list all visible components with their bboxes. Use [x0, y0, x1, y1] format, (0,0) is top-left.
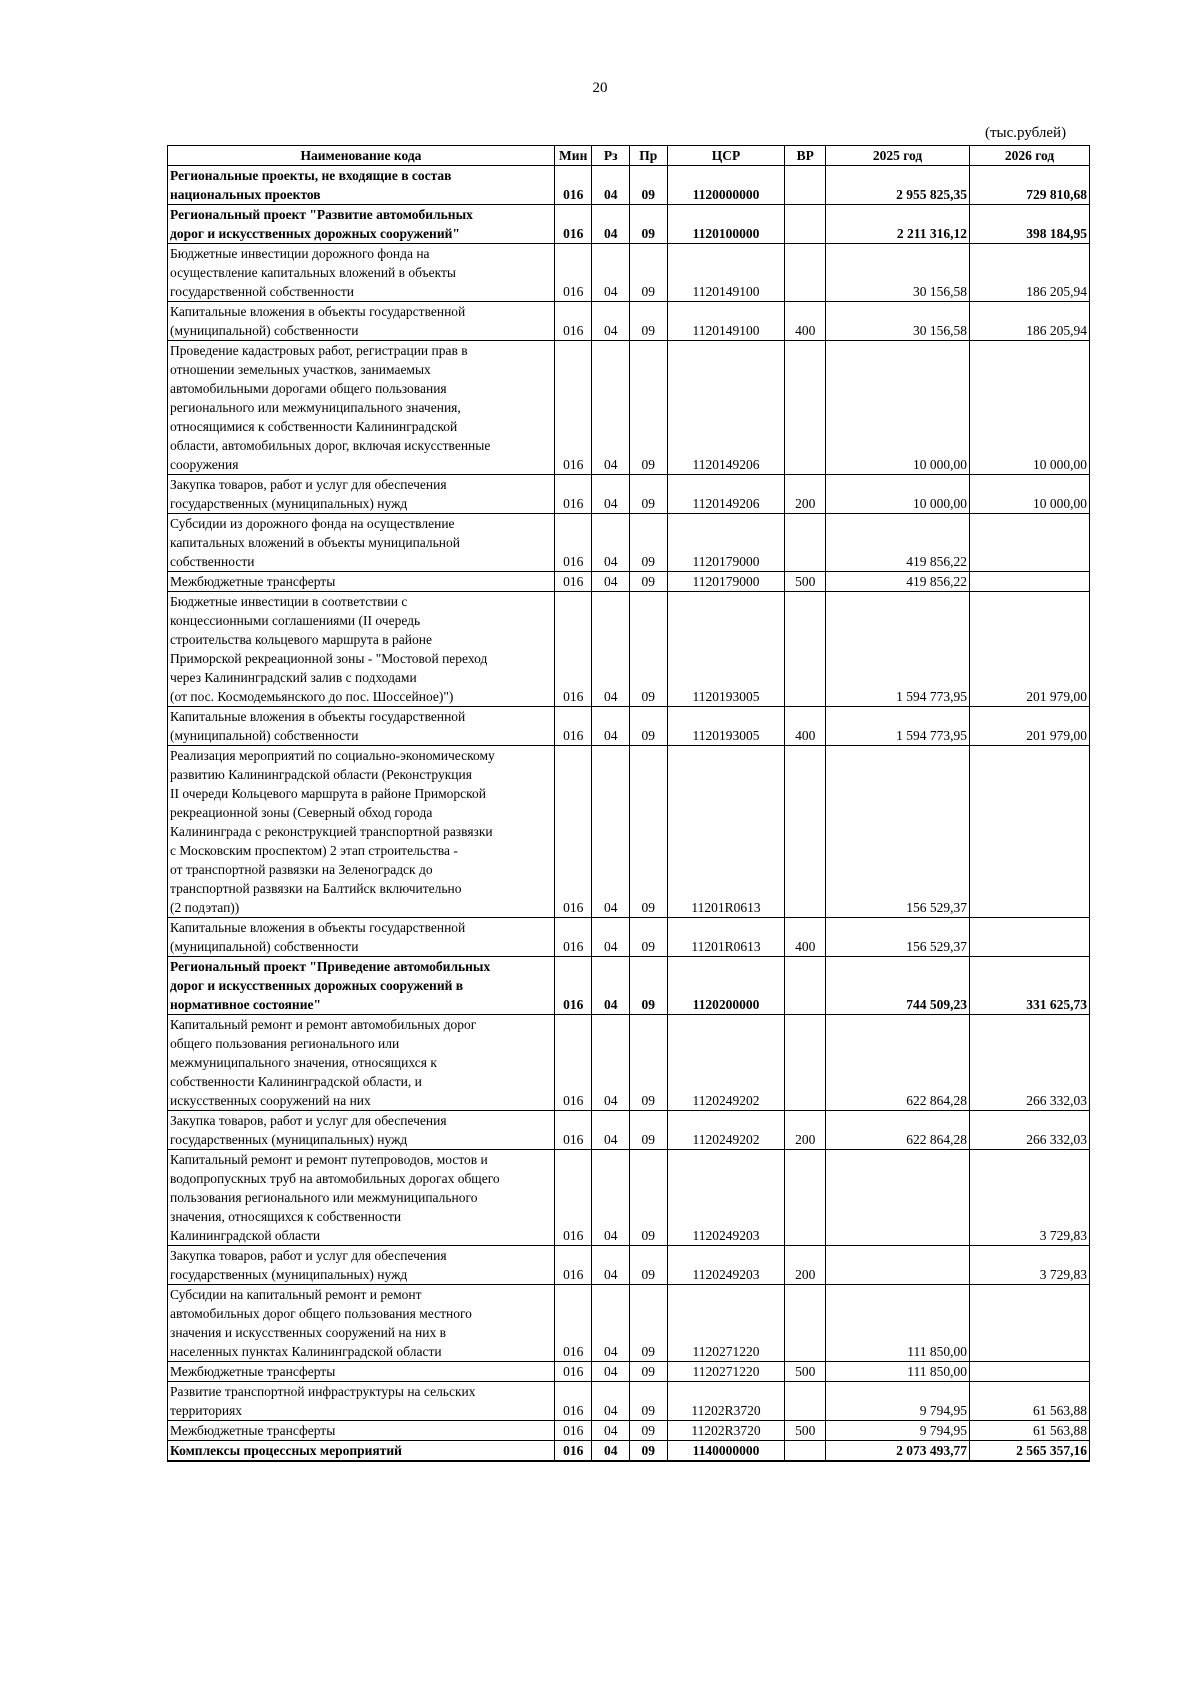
cell-2025: 9 794,95 — [826, 1421, 970, 1441]
cell-2026: 10 000,00 — [970, 341, 1090, 475]
cell-2025: 622 864,28 — [826, 1111, 970, 1150]
table-row — [168, 1441, 1090, 1462]
table-row — [168, 514, 1090, 572]
cell-2025: 2 211 316,12 — [826, 205, 970, 244]
cell-name: Межбюджетные трансферты — [168, 572, 555, 592]
header-pr: Пр — [630, 146, 668, 166]
cell-2025: 2 073 493,77 — [826, 1441, 970, 1462]
cell-name: Проведение кадастровых работ, регистрации прав в отношении земельных участков, занимаемых автомобильными дорогами общего пользования регионального или межмуниципального значения, относящимися к собственности Калининградской области, автомобильных дорог, включая искусственные сооружения — [168, 341, 555, 475]
cell-2025: 10 000,00 — [826, 341, 970, 475]
cell-rz: 04 — [592, 244, 630, 302]
header-csr: ЦСР — [667, 146, 785, 166]
header-min: Мин — [554, 146, 592, 166]
cell-pr: 09 — [630, 957, 668, 1015]
cell-name: Субсидии из дорожного фонда на осуществление капитальных вложений в объекты муниципальной собственности — [168, 514, 555, 572]
cell-2026 — [970, 746, 1090, 918]
cell-rz: 04 — [592, 746, 630, 918]
cell-2025: 30 156,58 — [826, 244, 970, 302]
table-row — [168, 302, 1090, 341]
table-header-row — [168, 146, 1090, 166]
cell-2026: 2 565 357,16 — [970, 1441, 1090, 1462]
table-row — [168, 166, 1090, 205]
cell-2025: 1 594 773,95 — [826, 592, 970, 707]
cell-rz: 04 — [592, 1441, 630, 1462]
cell-csr: 1120149100 — [667, 244, 785, 302]
table-row — [168, 1015, 1090, 1111]
cell-vr — [785, 746, 826, 918]
cell-name: Региональные проекты, не входящие в состав национальных проектов — [168, 166, 555, 205]
cell-rz: 04 — [592, 572, 630, 592]
table-row — [168, 205, 1090, 244]
table-row — [168, 707, 1090, 746]
cell-min: 016 — [554, 957, 592, 1015]
cell-name: Реализация мероприятий по социально-экономическому развитию Калининградской области (Реконструкция II очереди Кольцевого маршрута в районе Приморской рекреационной зоны (Северный обход города Калининграда с реконструкцией транспортной развязки с Московским проспектом) 2 этап строительства - от транспортной развязки на Зеленоградск до транспортной развязки на Балтийск включительно (2 подэтап)) — [168, 746, 555, 918]
cell-min: 016 — [554, 707, 592, 746]
cell-min: 016 — [554, 1382, 592, 1421]
cell-pr: 09 — [630, 1441, 668, 1462]
cell-name: Региональный проект "Развитие автомобильных дорог и искусственных дорожных сооружений" — [168, 205, 555, 244]
cell-rz: 04 — [592, 1362, 630, 1382]
cell-rz: 04 — [592, 166, 630, 205]
cell-2026: 729 810,68 — [970, 166, 1090, 205]
cell-vr — [785, 957, 826, 1015]
cell-pr: 09 — [630, 707, 668, 746]
cell-vr: 400 — [785, 302, 826, 341]
cell-vr: 400 — [785, 918, 826, 957]
cell-min: 016 — [554, 244, 592, 302]
cell-csr: 11202R3720 — [667, 1382, 785, 1421]
cell-pr: 09 — [630, 1362, 668, 1382]
cell-csr: 1120271220 — [667, 1362, 785, 1382]
cell-vr: 200 — [785, 1111, 826, 1150]
cell-vr — [785, 166, 826, 205]
cell-vr: 400 — [785, 707, 826, 746]
cell-name: Бюджетные инвестиции дорожного фонда на осуществление капитальных вложений в объекты государственной собственности — [168, 244, 555, 302]
cell-name: Капитальные вложения в объекты государственной (муниципальной) собственности — [168, 707, 555, 746]
cell-name: Развитие транспортной инфраструктуры на сельских территориях — [168, 1382, 555, 1421]
cell-rz: 04 — [592, 592, 630, 707]
cell-2026: 201 979,00 — [970, 592, 1090, 707]
cell-vr: 500 — [785, 1421, 826, 1441]
cell-rz: 04 — [592, 1111, 630, 1150]
cell-csr: 1120149206 — [667, 341, 785, 475]
cell-name: Комплексы процессных мероприятий — [168, 1441, 555, 1462]
cell-name: Межбюджетные трансферты — [168, 1421, 555, 1441]
cell-2026 — [970, 1285, 1090, 1362]
cell-2026: 398 184,95 — [970, 205, 1090, 244]
cell-2025: 419 856,22 — [826, 572, 970, 592]
cell-min: 016 — [554, 341, 592, 475]
cell-pr: 09 — [630, 514, 668, 572]
cell-pr: 09 — [630, 244, 668, 302]
cell-csr: 1120149206 — [667, 475, 785, 514]
cell-min: 016 — [554, 746, 592, 918]
cell-2026: 3 729,83 — [970, 1150, 1090, 1246]
cell-csr: 1120249203 — [667, 1246, 785, 1285]
cell-pr: 09 — [630, 746, 668, 918]
header-2025: 2025 год — [826, 146, 970, 166]
cell-pr: 09 — [630, 205, 668, 244]
cell-name: Субсидии на капитальный ремонт и ремонт автомобильных дорог общего пользования местного значения и искусственных сооружений на них в населенных пунктах Калининградской области — [168, 1285, 555, 1362]
cell-2026: 186 205,94 — [970, 302, 1090, 341]
cell-rz: 04 — [592, 302, 630, 341]
cell-csr: 11201R0613 — [667, 746, 785, 918]
cell-name: Закупка товаров, работ и услуг для обеспечения государственных (муниципальных) нужд — [168, 1246, 555, 1285]
cell-vr — [785, 514, 826, 572]
cell-pr: 09 — [630, 341, 668, 475]
cell-2026: 266 332,03 — [970, 1015, 1090, 1111]
cell-2025: 744 509,23 — [826, 957, 970, 1015]
cell-2026: 61 563,88 — [970, 1382, 1090, 1421]
cell-min: 016 — [554, 205, 592, 244]
cell-2025: 1 594 773,95 — [826, 707, 970, 746]
cell-vr — [785, 244, 826, 302]
cell-2025 — [826, 1246, 970, 1285]
cell-min: 016 — [554, 166, 592, 205]
table-row — [168, 918, 1090, 957]
cell-name: Бюджетные инвестиции в соответствии с концессионными соглашениями (II очередь строительства кольцевого маршрута в районе Приморской рекреационной зоны - "Мостовой переход через Калининградский залив с подходами (от пос. Космодемьянского до пос. Шоссейное)") — [168, 592, 555, 707]
cell-2026 — [970, 514, 1090, 572]
cell-csr: 1140000000 — [667, 1441, 785, 1462]
cell-rz: 04 — [592, 1150, 630, 1246]
cell-2025: 111 850,00 — [826, 1362, 970, 1382]
table-row — [168, 592, 1090, 707]
cell-vr: 500 — [785, 1362, 826, 1382]
cell-vr — [785, 1441, 826, 1462]
cell-vr — [785, 205, 826, 244]
page-number: 20 — [592, 80, 608, 96]
cell-name: Региональный проект "Приведение автомобильных дорог и искусственных дорожных сооружений в нормативное состояние" — [168, 957, 555, 1015]
cell-rz: 04 — [592, 205, 630, 244]
cell-2026: 61 563,88 — [970, 1421, 1090, 1441]
cell-rz: 04 — [592, 1421, 630, 1441]
cell-rz: 04 — [592, 1382, 630, 1421]
cell-csr: 1120200000 — [667, 957, 785, 1015]
table-row — [168, 1246, 1090, 1285]
header-name: Наименование кода — [168, 146, 555, 166]
table-row — [168, 746, 1090, 918]
cell-vr — [785, 1015, 826, 1111]
cell-vr — [785, 1382, 826, 1421]
cell-rz: 04 — [592, 514, 630, 572]
cell-csr: 1120193005 — [667, 707, 785, 746]
cell-pr: 09 — [630, 1382, 668, 1421]
cell-min: 016 — [554, 1441, 592, 1462]
cell-rz: 04 — [592, 1246, 630, 1285]
table-row — [168, 1285, 1090, 1362]
header-2026: 2026 год — [970, 146, 1090, 166]
cell-name: Закупка товаров, работ и услуг для обеспечения государственных (муниципальных) нужд — [168, 475, 555, 514]
cell-csr: 1120100000 — [667, 205, 785, 244]
cell-pr: 09 — [630, 918, 668, 957]
table-row — [168, 1150, 1090, 1246]
cell-2025: 2 955 825,35 — [826, 166, 970, 205]
cell-pr: 09 — [630, 572, 668, 592]
cell-2025: 156 529,37 — [826, 746, 970, 918]
cell-2026 — [970, 918, 1090, 957]
cell-pr: 09 — [630, 592, 668, 707]
table-row — [168, 341, 1090, 475]
cell-2025: 9 794,95 — [826, 1382, 970, 1421]
header-vr: ВР — [785, 146, 826, 166]
cell-csr: 1120249202 — [667, 1111, 785, 1150]
cell-csr: 1120271220 — [667, 1285, 785, 1362]
cell-rz: 04 — [592, 475, 630, 514]
cell-rz: 04 — [592, 1285, 630, 1362]
table-row — [168, 244, 1090, 302]
cell-csr: 11201R0613 — [667, 918, 785, 957]
cell-min: 016 — [554, 572, 592, 592]
cell-2025: 30 156,58 — [826, 302, 970, 341]
cell-2025: 156 529,37 — [826, 918, 970, 957]
table-row — [168, 475, 1090, 514]
cell-min: 016 — [554, 514, 592, 572]
cell-2026: 266 332,03 — [970, 1111, 1090, 1150]
cell-csr: 11202R3720 — [667, 1421, 785, 1441]
header-rz: Рз — [592, 146, 630, 166]
cell-pr: 09 — [630, 1285, 668, 1362]
cell-csr: 1120249202 — [667, 1015, 785, 1111]
cell-vr — [785, 341, 826, 475]
cell-name: Капитальный ремонт и ремонт путепроводов, мостов и водопропускных труб на автомобильных дорогах общего пользования регионального или межмуниципального значения, относящихся к собственности Калининградской области — [168, 1150, 555, 1246]
cell-min: 016 — [554, 1421, 592, 1441]
cell-rz: 04 — [592, 918, 630, 957]
cell-rz: 04 — [592, 1015, 630, 1111]
cell-min: 016 — [554, 475, 592, 514]
cell-pr: 09 — [630, 1015, 668, 1111]
table-row — [168, 1421, 1090, 1441]
cell-pr: 09 — [630, 1150, 668, 1246]
cell-min: 016 — [554, 592, 592, 707]
cell-min: 016 — [554, 1285, 592, 1362]
cell-name: Капитальные вложения в объекты государственной (муниципальной) собственности — [168, 918, 555, 957]
cell-name: Межбюджетные трансферты — [168, 1362, 555, 1382]
cell-2026 — [970, 572, 1090, 592]
cell-2025 — [826, 1150, 970, 1246]
cell-min: 016 — [554, 1015, 592, 1111]
cell-2026: 186 205,94 — [970, 244, 1090, 302]
cell-csr: 1120249203 — [667, 1150, 785, 1246]
cell-rz: 04 — [592, 341, 630, 475]
table-row — [168, 1362, 1090, 1382]
cell-pr: 09 — [630, 1111, 668, 1150]
cell-2026: 331 625,73 — [970, 957, 1090, 1015]
cell-name: Капитальные вложения в объекты государственной (муниципальной) собственности — [168, 302, 555, 341]
cell-rz: 04 — [592, 707, 630, 746]
cell-csr: 1120149100 — [667, 302, 785, 341]
cell-vr: 500 — [785, 572, 826, 592]
cell-rz: 04 — [592, 957, 630, 1015]
cell-vr — [785, 1150, 826, 1246]
budget-table — [167, 145, 1090, 1462]
cell-csr: 1120000000 — [667, 166, 785, 205]
cell-min: 016 — [554, 1150, 592, 1246]
units-label: (тыс.рублей) — [985, 125, 1067, 141]
cell-pr: 09 — [630, 166, 668, 205]
cell-name: Капитальный ремонт и ремонт автомобильных дорог общего пользования регионального или межмуниципального значения, относящихся к собственности Калининградской области, и искусственных сооружений на них — [168, 1015, 555, 1111]
cell-2026 — [970, 1362, 1090, 1382]
cell-pr: 09 — [630, 1246, 668, 1285]
cell-2026: 10 000,00 — [970, 475, 1090, 514]
table-row — [168, 1382, 1090, 1421]
table-row — [168, 957, 1090, 1015]
cell-vr — [785, 592, 826, 707]
cell-2026: 201 979,00 — [970, 707, 1090, 746]
cell-pr: 09 — [630, 1421, 668, 1441]
table-row — [168, 572, 1090, 592]
cell-name: Закупка товаров, работ и услуг для обеспечения государственных (муниципальных) нужд — [168, 1111, 555, 1150]
cell-2025: 10 000,00 — [826, 475, 970, 514]
cell-csr: 1120179000 — [667, 514, 785, 572]
cell-vr — [785, 1285, 826, 1362]
cell-min: 016 — [554, 1362, 592, 1382]
cell-pr: 09 — [630, 302, 668, 341]
cell-2025: 622 864,28 — [826, 1015, 970, 1111]
cell-min: 016 — [554, 918, 592, 957]
cell-2025: 111 850,00 — [826, 1285, 970, 1362]
cell-min: 016 — [554, 302, 592, 341]
cell-csr: 1120179000 — [667, 572, 785, 592]
cell-csr: 1120193005 — [667, 592, 785, 707]
cell-min: 016 — [554, 1246, 592, 1285]
cell-vr: 200 — [785, 1246, 826, 1285]
cell-pr: 09 — [630, 475, 668, 514]
cell-2026: 3 729,83 — [970, 1246, 1090, 1285]
cell-min: 016 — [554, 1111, 592, 1150]
table-row — [168, 1111, 1090, 1150]
cell-vr: 200 — [785, 475, 826, 514]
cell-2025: 419 856,22 — [826, 514, 970, 572]
